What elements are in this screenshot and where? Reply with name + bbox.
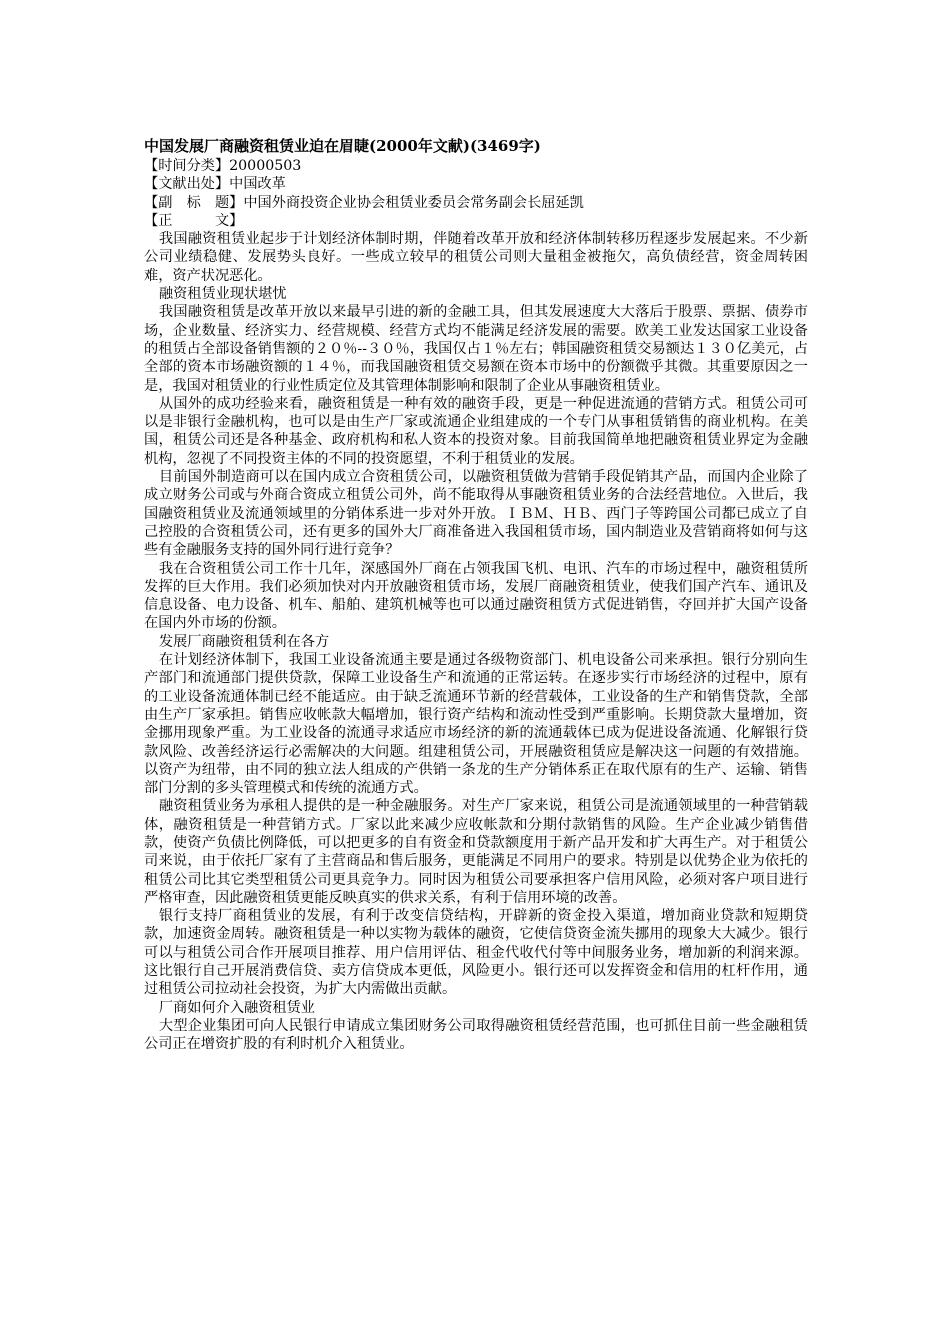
body-paragraph: 目前国外制造商可以在国内成立合资租赁公司，以融资租赁做为营销手段促销其产品，而国内企业除了成立财务公司或与外商合资成立租赁公司外，尚不能取得从事融资租赁业务的合法经营地位。入世后，我国融资租赁业及流通领域里的分销体系进一步对外开放。ＩＢＭ、ＨＢ、西门子等跨国公司都已成立了自己控股的合资租赁公司，还有更多的国外大厂商准备进入我国租赁市场，国内制造业及营销商将如何与这些有金融服务支持的国外同行进行竞争？	[144, 469, 808, 559]
document-title: 中国发展厂商融资租赁业迫在眉睫(2000年文献)(3469字)	[144, 137, 541, 155]
section-heading: 融资租赁业现状堪忧	[158, 286, 287, 303]
body-paragraph: 从国外的成功经验来看，融资租赁是一种有效的融资手段，更是一种促进流通的营销方式。租赁公司可以是非银行金融机构，也可以是由生产厂家或流通企业组建成的一个专门从事租赁销售的商业机构。在美国，租赁公司还是各种基金、政府机构和私人资本的投资对象。目前我国简单地把融资租赁业界定为金融机构，忽视了不同投资主体的不同的投资愿望，不利于租赁业的发展。	[144, 395, 808, 467]
section-heading: 发展厂商融资租赁利在各方	[158, 633, 330, 650]
body-paragraph: 银行支持厂商租赁业的发展，有利于改变信贷结构，开辟新的资金投入渠道，增加商业贷款和短期贷款，加速资金周转。融资租赁是一种以实物为载体的融资，它使信贷资金流失挪用的现象大大减少。银行可以与租赁公司合作开展项目推荐、用户信用评估、租金代收代付等中间服务业务，增加新的利润来源。这比银行自己开展消费信贷、卖方信贷成本更低，风险更小。银行还可以发挥资金和信用的杠杆作用，通过租赁公司拉动社会投资，为扩大内需做出贡献。	[144, 908, 808, 998]
meta-body-label: 【正 文】	[144, 212, 244, 229]
meta-subtitle: 【副 标 题】中国外商投资企业协会租赁业委员会常务副会长屈延凯	[144, 194, 584, 211]
body-paragraph: 我在合资租赁公司工作十几年，深感国外厂商在占领我国飞机、电讯、汽车的市场过程中，融资租赁所发挥的巨大作用。我们必须加快对内开放融资租赁市场，发展厂商融资租赁业，使我们国产汽车、通讯及信息设备、电力设备、机车、船舶、建筑机械等也可以通过融资租赁方式促进销售，夺回并扩大国产设备在国内外市场的份额。	[144, 560, 808, 632]
section-heading: 厂商如何介入融资租赁业	[158, 999, 315, 1016]
body-paragraph: 大型企业集团可向人民银行申请成立集团财务公司取得融资租赁经营范围，也可抓住目前一些金融租赁公司正在增资扩股的有利时机介入租赁业。	[144, 1017, 808, 1053]
body-paragraph: 融资租赁业务为承租人提供的是一种金融服务。对生产厂家来说，租赁公司是流通领域里的一种营销载体，融资租赁是一种营销方式。厂家以此来减少应收帐款和分期付款销售的风险。生产企业减少销售借款，使资产负债比例降低，可以把更多的自有资金和贷款额度用于新产品开发和扩大再生产。对于租赁公司来说，由于依托厂家有了主营商品和售后服务，更能满足不同用户的要求。特别是以优势企业为依托的租赁公司比其它类型租赁公司更具竞争力。同时因为租赁公司要承担客户信用风险，必须对客户项目进行严格审查，因此融资租赁更能反映真实的供求关系，有利于信用环境的改善。	[144, 798, 808, 906]
meta-source: 【文献出处】中国改革	[144, 176, 286, 193]
body-paragraph: 我国融资租赁业起步于计划经济体制时期，伴随着改革开放和经济体制转移历程逐步发展起来。不少新公司业绩稳健、发展势头良好。一些成立较早的租赁公司则大量租金被拖欠，高负债经营，资金周转困难，资产状况恶化。	[144, 231, 808, 284]
body-paragraph: 在计划经济体制下，我国工业设备流通主要是通过各级物资部门、机电设备公司来承担。银行分别向生产部门和流通部门提供贷款，保障工业设备生产和流通的正常运转。在逐步实行市场经济的过程中，原有的工业设备流通体制已经不能适应。由于缺乏流通环节新的经营载体，工业设备的生产和销售贷款，全部由生产厂家承担。销售应收帐款大幅增加，银行资产结构和流动性受到严重影响。长期贷款大量增加，资金挪用现象严重。为工业设备的流通寻求适应市场经济的新的流通载体已成为促进设备流通、化解银行贷款风险、改善经济运行必需解决的大问题。组建租赁公司，开展融资租赁应是解决这一问题的有效措施。以资产为纽带，由不同的独立法人组成的产供销一条龙的生产分销体系正在取代原有的生产、运输、销售部门分割的多头管理模式和传统的流通方式。	[144, 652, 808, 797]
body-paragraph: 我国融资租赁是改革开放以来最早引进的新的金融工具，但其发展速度大大落后于股票、票据、债券市场，企业数量、经济实力、经营规模、经营方式均不能满足经济发展的需要。欧美工业发达国家工业设备的租赁占全部设备销售额的２０％--３０％，我国仅占１％左右；韩国融资租赁交易额达１３０亿美元，占全部的资本市场融资额的１４％，而我国融资租赁交易额在资本市场中的份额微乎其微。其重要原因之一是，我国对租赁业的行业性质定位及其管理体制影响和限制了企业从事融资租赁业。	[144, 304, 808, 394]
document-page	[144, 136, 808, 1054]
meta-time-category: 【时间分类】20000503	[144, 158, 302, 174]
